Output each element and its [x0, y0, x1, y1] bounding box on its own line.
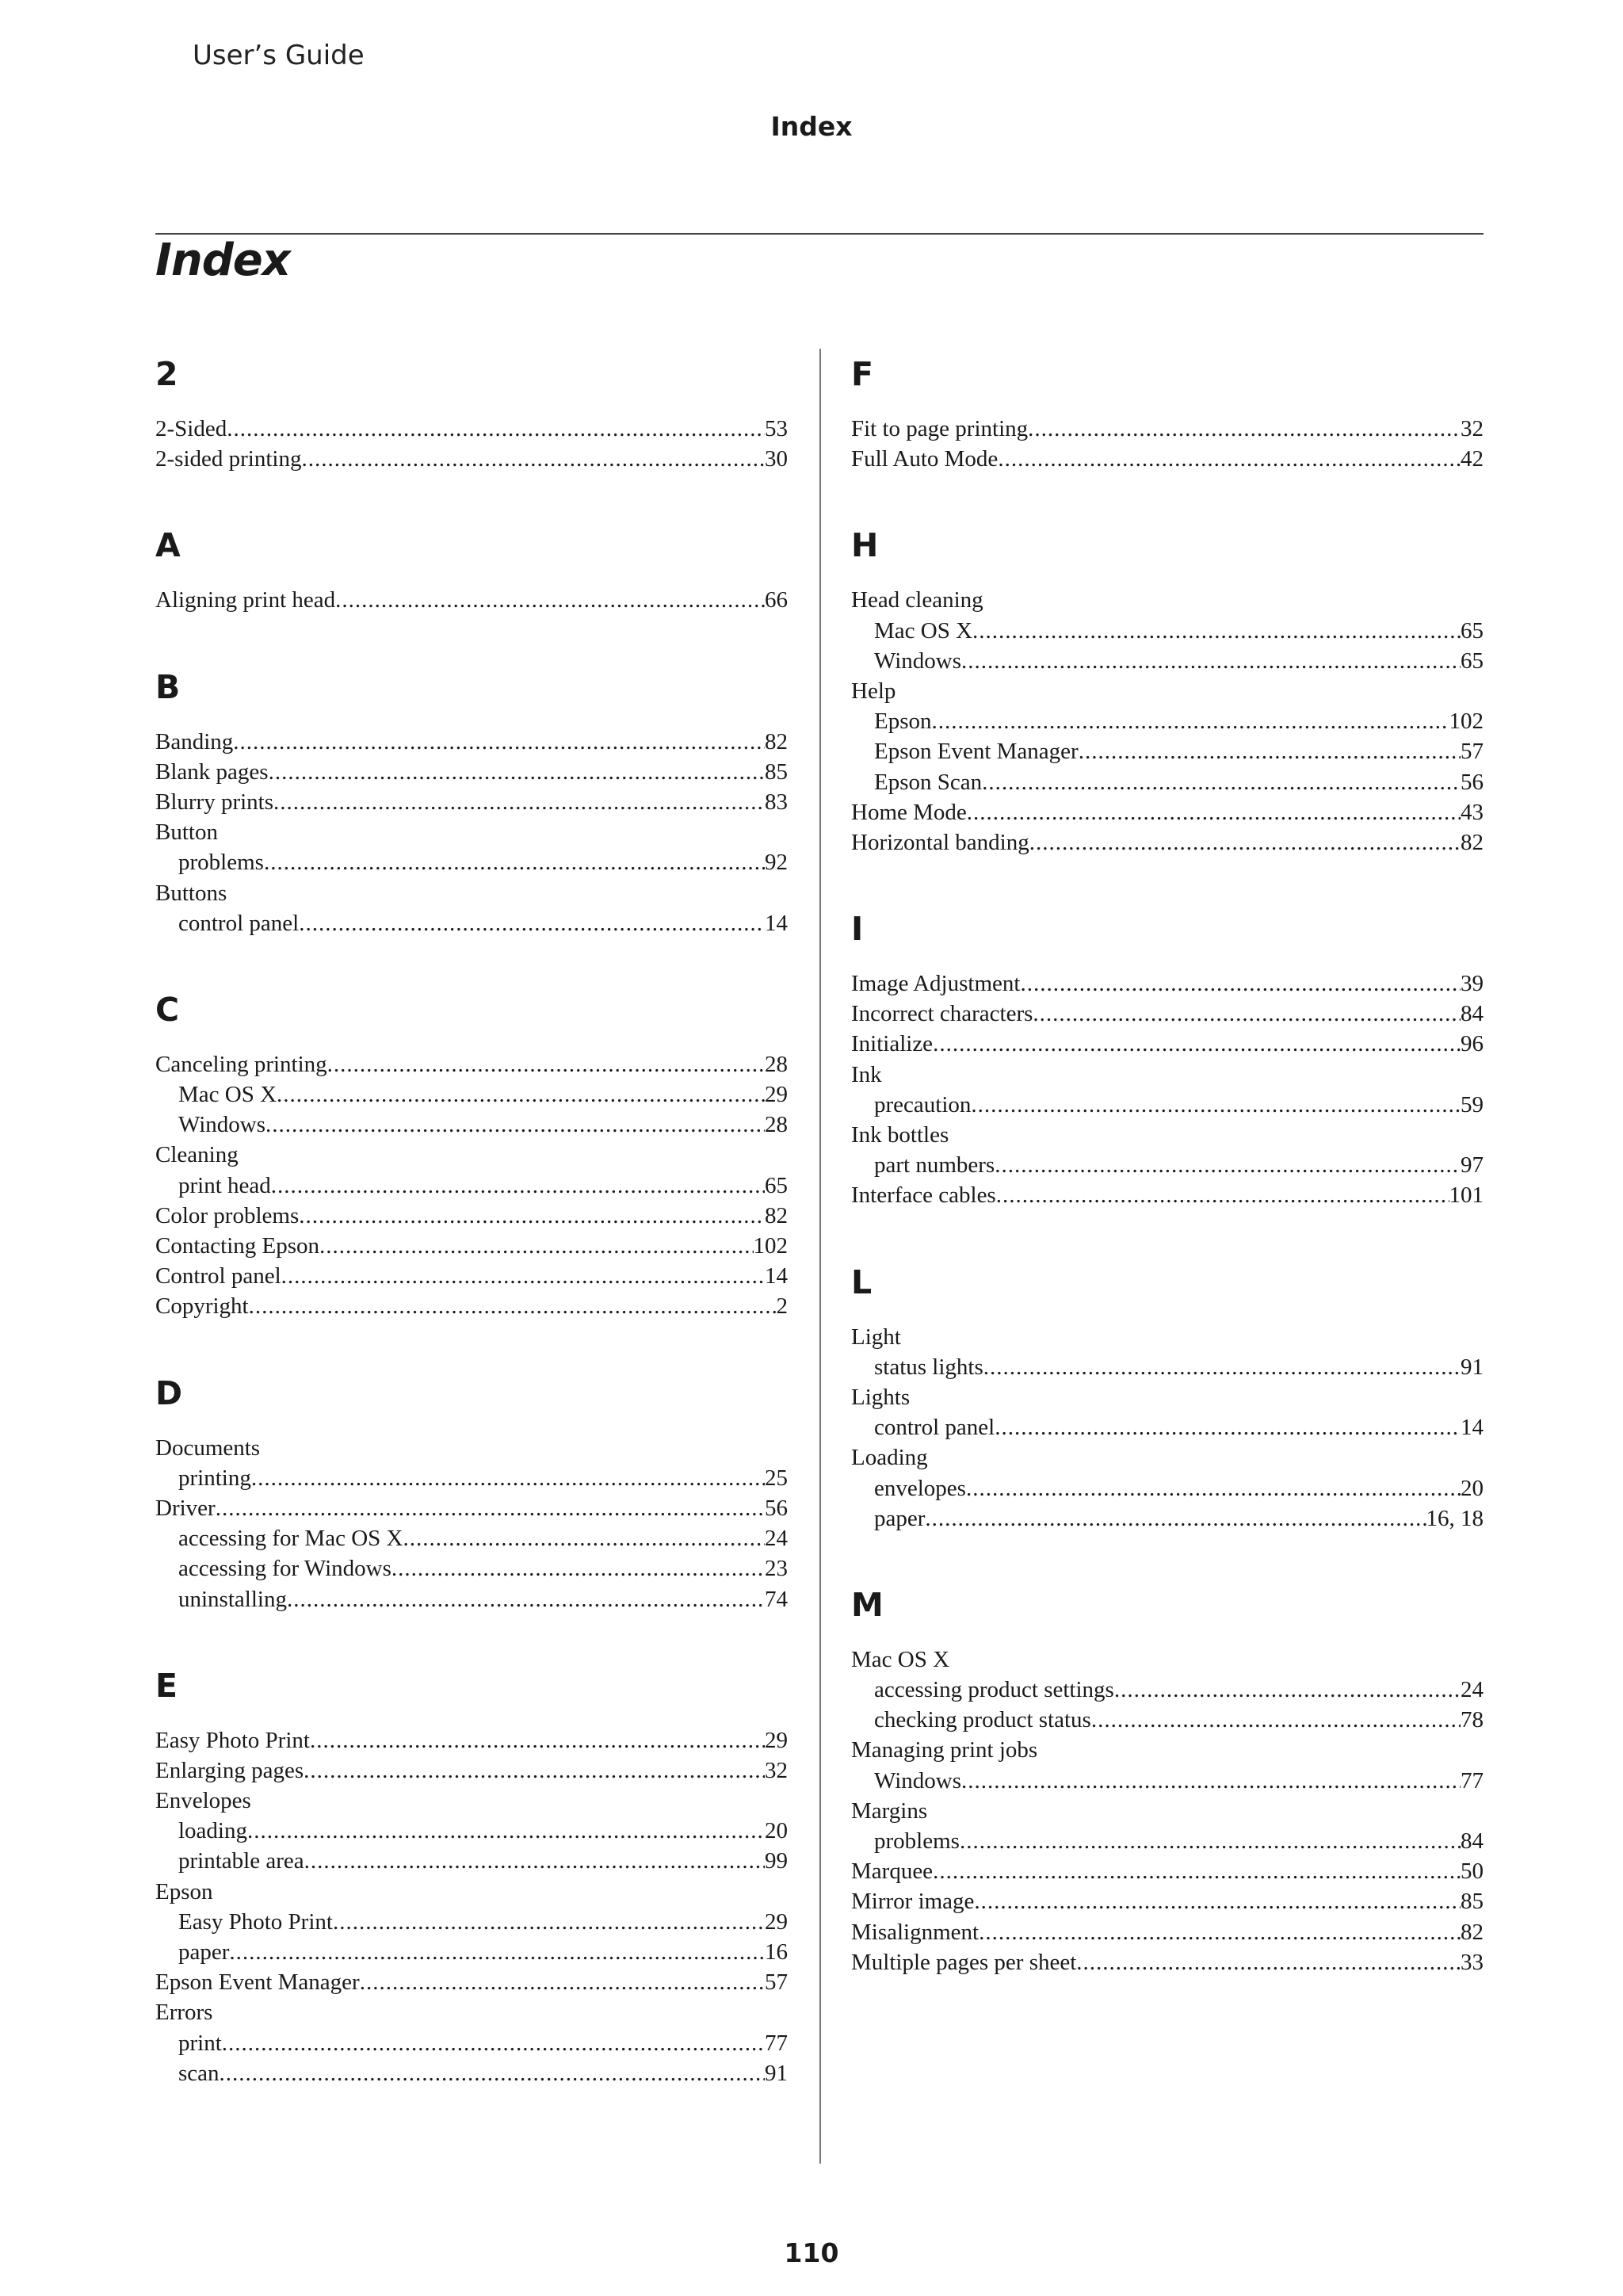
- index-entry: [851, 1029, 1484, 1059]
- dot-leader: [982, 767, 1461, 797]
- index-entry: [851, 676, 1484, 706]
- dot-leader: [979, 1917, 1461, 1947]
- index-subentry: [155, 1937, 788, 1967]
- index-subentry: [155, 1816, 788, 1846]
- dot-leader: [971, 1090, 1461, 1120]
- index-subentry: [851, 646, 1484, 676]
- entry-page-ref: 24: [1461, 1677, 1484, 1703]
- index-subentry: [851, 1503, 1484, 1534]
- entry-page-ref: 23: [765, 1556, 788, 1582]
- entry-term: loading: [178, 1818, 247, 1844]
- entry-term: Ink bottles: [851, 1122, 949, 1148]
- running-head: Index: [770, 111, 853, 142]
- section-heading: E: [155, 1666, 178, 1705]
- dot-leader: [333, 1907, 765, 1937]
- index-section: [155, 352, 788, 474]
- dot-leader: [960, 1826, 1461, 1856]
- entry-term: Margins: [851, 1797, 928, 1824]
- dot-leader: [222, 2028, 765, 2058]
- dot-leader: [273, 787, 765, 817]
- entry-page-ref: 32: [1461, 416, 1484, 441]
- entry-term: 2-Sided: [155, 416, 227, 441]
- index-entry: [851, 1645, 1484, 1675]
- entry-page-ref: 84: [1461, 1828, 1484, 1854]
- index-section: [155, 1664, 788, 2088]
- index-subentry: [851, 736, 1484, 766]
- index-subentry: [155, 1584, 788, 1614]
- dot-leader: [998, 444, 1461, 474]
- index-subentry: [155, 2028, 788, 2058]
- index-entry: [155, 1493, 788, 1523]
- dot-leader: [1114, 1675, 1461, 1705]
- entry-page-ref: 20: [765, 1818, 788, 1844]
- dot-leader: [995, 1412, 1461, 1442]
- entry-page-ref: 33: [1461, 1949, 1484, 1975]
- section-heading: D: [155, 1373, 183, 1412]
- index-section: [851, 523, 1484, 858]
- entry-term: Epson Scan: [874, 769, 983, 795]
- index-section: [851, 352, 1484, 474]
- index-entry: [851, 1856, 1484, 1886]
- entry-page-ref: 24: [765, 1526, 788, 1552]
- index-subentry: [851, 706, 1484, 736]
- index-column-right: [851, 349, 1484, 2027]
- dot-leader: [1020, 968, 1461, 999]
- index-entry: [155, 727, 788, 757]
- entry-term: Contacting Epson: [155, 1233, 320, 1259]
- entry-page-ref: 65: [1461, 617, 1484, 644]
- dot-leader: [1079, 736, 1461, 766]
- entry-page-ref: 56: [1461, 769, 1484, 795]
- entry-term: Image Adjustment: [851, 971, 1021, 997]
- entry-page-ref: 82: [765, 728, 788, 755]
- index-entry: [851, 1735, 1484, 1765]
- entry-page-ref: 25: [765, 1465, 788, 1491]
- index-entry: [851, 1886, 1484, 1916]
- index-entry: [155, 1997, 788, 2027]
- entry-term: control panel: [874, 1415, 995, 1441]
- entry-term: Epson Event Manager: [155, 1969, 360, 1996]
- entry-term: Lights: [851, 1384, 911, 1410]
- index-subentry: [155, 1079, 788, 1110]
- entry-page-ref: 77: [765, 2030, 788, 2056]
- dot-leader: [933, 1029, 1461, 1059]
- entry-term: Fit to page printing: [851, 416, 1029, 441]
- entry-page-ref: 101: [1449, 1182, 1484, 1209]
- entry-term: Mac OS X: [851, 1646, 950, 1672]
- dot-leader: [271, 1171, 765, 1201]
- entry-term: problems: [178, 850, 264, 876]
- entry-page-ref: 78: [1461, 1707, 1484, 1733]
- index-column-left: [155, 349, 788, 2137]
- entry-page-ref: 96: [1461, 1031, 1484, 1057]
- entry-term: envelopes: [874, 1475, 966, 1501]
- dot-leader: [932, 706, 1449, 736]
- entry-page-ref: 82: [1461, 829, 1484, 855]
- entry-term: Ink: [851, 1061, 882, 1087]
- entry-term: Documents: [155, 1435, 261, 1461]
- entry-page-ref: 77: [1461, 1767, 1484, 1794]
- entry-page-ref: 29: [765, 1082, 788, 1108]
- entry-page-ref: 14: [765, 910, 788, 936]
- index-entry: [851, 1947, 1484, 1977]
- entry-term: Driver: [155, 1495, 216, 1521]
- entry-term: paper: [178, 1939, 230, 1965]
- dot-leader: [281, 1261, 765, 1291]
- index-entry: [155, 1049, 788, 1079]
- entry-term: Cleaning: [155, 1142, 239, 1168]
- dot-leader: [287, 1584, 765, 1614]
- entry-term: Horizontal banding: [851, 829, 1029, 855]
- dot-leader: [335, 585, 765, 615]
- index-subentry: [851, 767, 1484, 797]
- entry-term: precaution: [874, 1091, 972, 1117]
- dot-leader: [961, 1766, 1461, 1796]
- index-section: [155, 665, 788, 938]
- section-heading: 2: [155, 355, 178, 393]
- dot-leader: [995, 1150, 1461, 1180]
- section-heading: A: [155, 526, 181, 565]
- entry-page-ref: 83: [765, 789, 788, 815]
- entry-term: Banding: [155, 728, 234, 755]
- entry-term: Marquee: [851, 1859, 934, 1885]
- dot-leader: [319, 1231, 753, 1261]
- entry-term: Button: [155, 819, 218, 846]
- entry-term: Windows: [178, 1112, 265, 1138]
- index-entry: [155, 1433, 788, 1463]
- entry-page-ref: 74: [765, 1586, 788, 1612]
- entry-page-ref: 57: [1461, 739, 1484, 765]
- entry-term: Blurry prints: [155, 789, 274, 815]
- entry-page-ref: 29: [765, 1727, 788, 1753]
- index-subentry: [851, 1766, 1484, 1796]
- entry-term: Errors: [155, 2000, 213, 2026]
- entry-page-ref: 57: [765, 1969, 788, 1996]
- index-entry: [851, 1322, 1484, 1352]
- index-entry: [851, 444, 1484, 474]
- entry-page-ref: 14: [765, 1263, 788, 1289]
- entry-term: Misalignment: [851, 1919, 980, 1945]
- dot-leader: [249, 1291, 777, 1321]
- index-subentry: [155, 908, 788, 938]
- index-subentry: [851, 1473, 1484, 1503]
- dot-leader: [933, 1856, 1461, 1886]
- entry-page-ref: 16, 18: [1426, 1505, 1484, 1531]
- entry-page-ref: 66: [765, 587, 788, 613]
- dot-leader: [310, 1725, 765, 1755]
- entry-term: Mac OS X: [178, 1082, 277, 1108]
- dot-leader: [403, 1523, 765, 1553]
- index-section: [851, 1260, 1484, 1534]
- entry-term: print head: [178, 1172, 271, 1198]
- entry-term: 2-sided printing: [155, 446, 302, 472]
- entry-page-ref: 65: [1461, 648, 1484, 674]
- column-divider: [819, 349, 821, 2164]
- entry-term: Color problems: [155, 1202, 300, 1228]
- entry-term: scan: [178, 2060, 220, 2086]
- section-heading: F: [851, 355, 874, 393]
- dot-leader: [983, 1352, 1461, 1382]
- index-entry: [851, 414, 1484, 444]
- entry-term: Loading: [851, 1445, 928, 1471]
- dot-leader: [299, 908, 765, 938]
- index-subentry: [851, 1150, 1484, 1180]
- index-section: [155, 988, 788, 1322]
- index-subentry: [155, 2058, 788, 2088]
- dot-leader: [1029, 827, 1461, 858]
- entry-page-ref: 102: [1449, 709, 1484, 735]
- index-entry: [155, 444, 788, 474]
- entry-term: problems: [874, 1828, 960, 1854]
- entry-page-ref: 20: [1461, 1475, 1484, 1501]
- index-subentry: [155, 1846, 788, 1876]
- entry-page-ref: 82: [1461, 1919, 1484, 1945]
- entry-term: print: [178, 2030, 222, 2056]
- entry-term: Blank pages: [155, 758, 269, 785]
- entry-page-ref: 65: [765, 1172, 788, 1198]
- entry-page-ref: 50: [1461, 1859, 1484, 1885]
- entry-term: part numbers: [874, 1152, 995, 1179]
- index-entry: [155, 1967, 788, 1997]
- index-subentry: [851, 1090, 1484, 1120]
- index-subentry: [155, 1907, 788, 1937]
- index-entry: [851, 1180, 1484, 1210]
- section-heading: B: [155, 667, 181, 706]
- entry-term: Initialize: [851, 1031, 934, 1057]
- index-entry: [155, 585, 788, 615]
- entry-page-ref: 42: [1461, 446, 1484, 472]
- dot-leader: [360, 1967, 765, 1997]
- index-subentry: [851, 1352, 1484, 1382]
- entry-page-ref: 91: [1461, 1354, 1484, 1380]
- index-subentry: [851, 1675, 1484, 1705]
- index-subentry: [155, 1171, 788, 1201]
- entry-term: Epson Event Manager: [874, 739, 1079, 765]
- dot-leader: [972, 616, 1461, 646]
- index-subentry: [155, 847, 788, 877]
- entry-term: Canceling printing: [155, 1051, 327, 1077]
- entry-page-ref: 29: [765, 1908, 788, 1935]
- dot-leader: [229, 1937, 765, 1967]
- entry-page-ref: 85: [765, 758, 788, 785]
- index-entry: [851, 1382, 1484, 1412]
- entry-term: Incorrect characters: [851, 1001, 1033, 1027]
- dot-leader: [301, 444, 765, 474]
- dot-leader: [1076, 1947, 1461, 1977]
- dot-leader: [996, 1180, 1449, 1210]
- entry-page-ref: 14: [1461, 1415, 1484, 1441]
- dot-leader: [925, 1503, 1426, 1534]
- entry-term: Aligning print head: [155, 587, 336, 613]
- entry-page-ref: 53: [765, 416, 788, 441]
- entry-term: checking product status: [874, 1707, 1091, 1733]
- index-entry: [851, 585, 1484, 615]
- entry-term: control panel: [178, 910, 300, 936]
- entry-term: printable area: [178, 1848, 304, 1874]
- dot-leader: [299, 1201, 765, 1231]
- index-entry: [155, 1725, 788, 1755]
- dot-leader: [391, 1553, 765, 1584]
- dot-leader: [974, 1886, 1461, 1916]
- entry-term: Envelopes: [155, 1788, 251, 1814]
- entry-page-ref: 56: [765, 1495, 788, 1521]
- entry-term: Copyright: [155, 1293, 249, 1320]
- index-entry: [155, 757, 788, 787]
- entry-page-ref: 84: [1461, 1001, 1484, 1027]
- entry-term: accessing for Mac OS X: [178, 1526, 403, 1552]
- dot-leader: [327, 1049, 765, 1079]
- entry-term: Help: [851, 678, 896, 704]
- dot-leader: [247, 1816, 765, 1846]
- index-entry: [155, 1231, 788, 1261]
- entry-page-ref: 30: [765, 446, 788, 472]
- dot-leader: [1028, 414, 1461, 444]
- dot-leader: [264, 847, 765, 877]
- index-entry: [155, 787, 788, 817]
- index-entry: [155, 1755, 788, 1786]
- entry-page-ref: 28: [765, 1112, 788, 1138]
- entry-term: Easy Photo Print: [155, 1727, 310, 1753]
- dot-leader: [1091, 1705, 1461, 1735]
- entry-page-ref: 28: [765, 1051, 788, 1077]
- entry-page-ref: 39: [1461, 971, 1484, 997]
- dot-leader: [251, 1463, 765, 1493]
- index-entry: [851, 968, 1484, 999]
- entry-page-ref: 32: [765, 1757, 788, 1783]
- index-entry: [155, 878, 788, 908]
- index-entry: [155, 1140, 788, 1170]
- index-subentry: [155, 1110, 788, 1140]
- entry-page-ref: 85: [1461, 1889, 1484, 1915]
- entry-term: Managing print jobs: [851, 1737, 1038, 1763]
- entry-term: Epson: [874, 709, 932, 735]
- entry-term: Epson: [155, 1878, 213, 1904]
- entry-term: Mac OS X: [874, 617, 973, 644]
- dot-leader: [269, 757, 765, 787]
- index-section: [155, 523, 788, 615]
- dot-leader: [265, 1110, 765, 1140]
- section-heading: L: [851, 1263, 873, 1301]
- index-entry: [851, 1442, 1484, 1473]
- index-subentry: [155, 1523, 788, 1553]
- index-section: [155, 1371, 788, 1614]
- dot-leader: [233, 727, 765, 757]
- entry-page-ref: 91: [765, 2060, 788, 2086]
- entry-page-ref: 97: [1461, 1152, 1484, 1179]
- index-entry: [851, 1917, 1484, 1947]
- index-entry: [851, 999, 1484, 1029]
- dot-leader: [967, 797, 1461, 827]
- dot-leader: [227, 414, 765, 444]
- page-title: Index: [155, 235, 290, 286]
- dot-leader: [220, 2058, 765, 2088]
- entry-term: Windows: [874, 648, 961, 674]
- index-entry: [851, 1796, 1484, 1826]
- entry-term: Easy Photo Print: [178, 1908, 333, 1935]
- title-rule: [155, 233, 1484, 235]
- index-entry: [851, 797, 1484, 827]
- entry-term: paper: [874, 1505, 926, 1531]
- index-subentry: [851, 616, 1484, 646]
- entry-term: Interface cables: [851, 1182, 996, 1209]
- index-entry: [851, 1120, 1484, 1150]
- dot-leader: [1033, 999, 1461, 1029]
- entry-page-ref: 82: [765, 1202, 788, 1228]
- index-entry: [155, 1877, 788, 1907]
- entry-term: uninstalling: [178, 1586, 287, 1612]
- entry-term: Head cleaning: [851, 587, 983, 613]
- dot-leader: [966, 1473, 1461, 1503]
- entry-term: accessing product settings: [874, 1677, 1114, 1703]
- section-heading: I: [851, 910, 864, 949]
- index-subentry: [851, 1705, 1484, 1735]
- entry-term: Buttons: [155, 880, 227, 906]
- entry-term: status lights: [874, 1354, 983, 1380]
- entry-term: Full Auto Mode: [851, 446, 999, 472]
- entry-term: accessing for Windows: [178, 1556, 391, 1582]
- index-subentry: [851, 1826, 1484, 1856]
- entry-page-ref: 102: [753, 1233, 788, 1259]
- entry-page-ref: 99: [765, 1848, 788, 1874]
- dot-leader: [216, 1493, 765, 1523]
- dot-leader: [277, 1079, 765, 1110]
- index-entry: [155, 414, 788, 444]
- section-heading: C: [155, 990, 180, 1029]
- dot-leader: [304, 1846, 765, 1876]
- document-label: User’s Guide: [193, 40, 365, 71]
- page-number: 110: [784, 2237, 839, 2268]
- index-entry: [851, 827, 1484, 858]
- index-entry: [155, 1786, 788, 1816]
- index-entry: [155, 817, 788, 847]
- index-section: [851, 1583, 1484, 1977]
- entry-term: Windows: [874, 1767, 961, 1794]
- section-heading: M: [851, 1585, 884, 1624]
- entry-term: Light: [851, 1324, 901, 1350]
- entry-page-ref: 2: [776, 1293, 788, 1320]
- index-subentry: [155, 1463, 788, 1493]
- entry-term: Home Mode: [851, 799, 967, 825]
- index-entry: [155, 1201, 788, 1231]
- entry-page-ref: 92: [765, 850, 788, 876]
- index-subentry: [851, 1412, 1484, 1442]
- index-entry: [155, 1261, 788, 1291]
- section-heading: H: [851, 526, 879, 565]
- entry-page-ref: 43: [1461, 799, 1484, 825]
- dot-leader: [304, 1755, 765, 1786]
- entry-page-ref: 59: [1461, 1091, 1484, 1117]
- index-subentry: [155, 1553, 788, 1584]
- dot-leader: [961, 646, 1461, 676]
- index-entry: [155, 1291, 788, 1321]
- entry-term: Multiple pages per sheet: [851, 1949, 1077, 1975]
- index-section: [851, 907, 1484, 1211]
- entry-term: Mirror image: [851, 1889, 975, 1915]
- entry-term: Enlarging pages: [155, 1757, 304, 1783]
- entry-term: printing: [178, 1465, 251, 1491]
- entry-term: Control panel: [155, 1263, 281, 1289]
- entry-page-ref: 16: [765, 1939, 788, 1965]
- index-entry: [851, 1060, 1484, 1090]
